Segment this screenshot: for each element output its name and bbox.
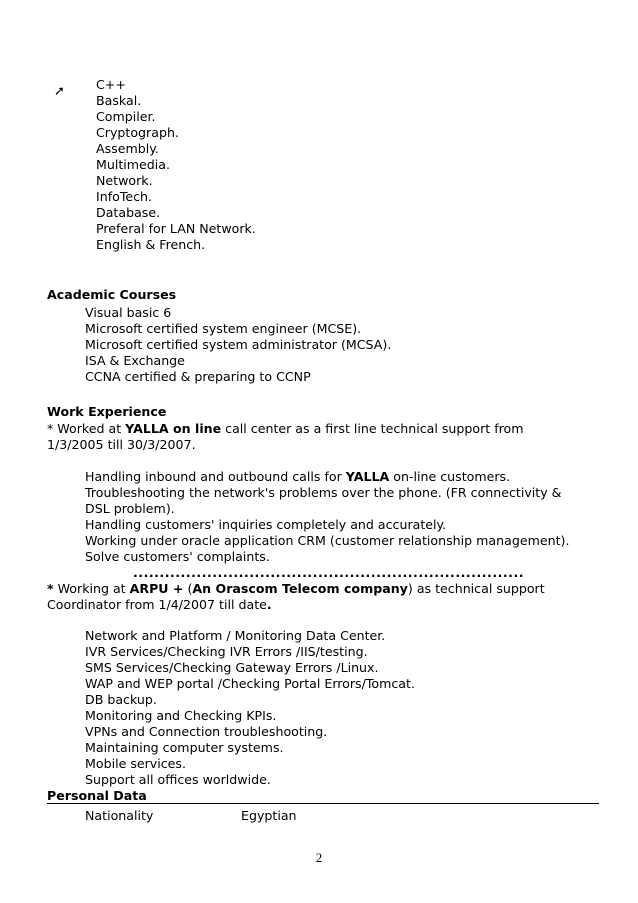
job2-duty: Mobile services. xyxy=(85,756,186,771)
skill-item: C++ xyxy=(96,77,126,92)
skill-item: Baskal. xyxy=(96,93,142,108)
skill-item: Multimedia. xyxy=(96,157,171,172)
job2-duty: SMS Services/Checking Gateway Errors /Linux. xyxy=(85,660,379,675)
academic-courses-heading: Academic Courses xyxy=(47,287,177,302)
work-experience-heading: Work Experience xyxy=(47,404,167,419)
skill-item: Compiler. xyxy=(96,109,156,124)
job1-duty: Handling customers' inquiries completely and accurately. xyxy=(85,517,447,532)
job2-duty: WAP and WEP portal /Checking Portal Errors/Tomcat. xyxy=(85,676,415,691)
page-number: 2 xyxy=(315,850,323,865)
job2-duty: IVR Services/Checking IVR Errors /IIS/testing. xyxy=(85,644,368,659)
job2-duty: DB backup. xyxy=(85,692,157,707)
course-item: ISA & Exchange xyxy=(85,353,185,368)
separator-dots: .......................................................................... xyxy=(133,565,525,580)
nationality-value: Egyptian xyxy=(241,808,297,823)
course-item: Microsoft certified system engineer (MCSE). xyxy=(85,321,362,336)
section-divider xyxy=(47,803,599,804)
job1-intro: * Worked at YALLA on line call center as a first line technical support from xyxy=(47,421,524,436)
job2-duty: Support all offices worldwide. xyxy=(85,772,271,787)
personal-data-heading: Personal Data xyxy=(47,788,147,803)
job1-duty: Handling inbound and outbound calls for YALLA on-line customers. xyxy=(85,469,511,484)
skill-item: Cryptograph. xyxy=(96,125,179,140)
skill-item: Preferal for LAN Network. xyxy=(96,221,256,236)
job2-intro: * Working at ARPU + (An Orascom Telecom company) as technical support xyxy=(47,581,545,596)
job1-duty-continued: DSL problem). xyxy=(85,501,175,516)
job2-duty: Monitoring and Checking KPIs. xyxy=(85,708,277,723)
course-item: Visual basic 6 xyxy=(85,305,172,320)
job2-dates: Coordinator from 1/4/2007 till date. xyxy=(47,597,272,612)
skill-item: InfoTech. xyxy=(96,189,153,204)
job2-duty: VPNs and Connection troubleshooting. xyxy=(85,724,328,739)
course-item: Microsoft certified system administrator (MCSA). xyxy=(85,337,392,352)
job1-duty: Working under oracle application CRM (customer relationship management). xyxy=(85,533,570,548)
nationality-row xyxy=(65,808,297,824)
skill-item: Database. xyxy=(96,205,161,220)
skill-item: Assembly. xyxy=(96,141,159,156)
arrow-bullet-icon: ➚ xyxy=(54,84,65,99)
skill-item: Network. xyxy=(96,173,153,188)
nationality-label: Nationality xyxy=(85,808,154,823)
job1-dates: 1/3/2005 till 30/3/2007. xyxy=(47,437,196,452)
skill-item: English & French. xyxy=(96,237,206,252)
job1-duty: Solve customers' complaints. xyxy=(85,549,270,564)
course-item: CCNA certified & preparing to CCNP xyxy=(85,369,311,384)
job1-duty: Troubleshooting the network's problems over the phone. (FR connectivity & xyxy=(85,485,562,500)
job2-duty: Network and Platform / Monitoring Data Center. xyxy=(85,628,386,643)
job2-duty: Maintaining computer systems. xyxy=(85,740,284,755)
